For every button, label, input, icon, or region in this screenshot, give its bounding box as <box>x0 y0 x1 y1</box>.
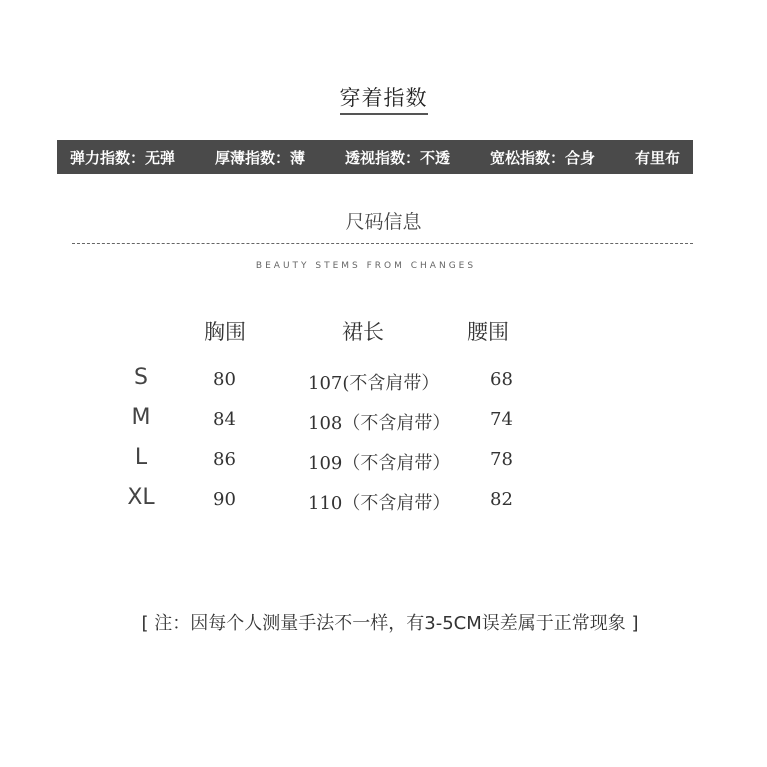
bust-value: 90 <box>213 489 236 510</box>
index-transparency: 透视指数：不透 <box>344 148 450 167</box>
length-value: 110（不含肩带） <box>308 493 451 514</box>
size-label: L <box>134 445 148 470</box>
size-label: S <box>134 365 148 390</box>
waist-value: 68 <box>490 369 513 390</box>
length-value: 109（不含肩带） <box>308 453 451 474</box>
length-value: 108（不含肩带） <box>308 413 451 434</box>
header-bust: 胸围 <box>204 320 246 344</box>
wear-index-bar <box>57 140 693 174</box>
index-elasticity: 弹力指数：无弹 <box>70 148 176 167</box>
size-label: M <box>131 405 151 430</box>
size-label: XL <box>127 485 155 510</box>
waist-value: 78 <box>490 449 513 470</box>
index-fit: 宽松指数：合身 <box>489 148 595 167</box>
index-thickness: 厚薄指数：薄 <box>214 148 305 167</box>
tagline: BEAUTY STEMS FROM CHANGES <box>255 261 477 271</box>
size-info-title: 尺码信息 <box>345 211 422 233</box>
dashed-divider <box>72 243 693 244</box>
bust-value: 80 <box>213 369 236 390</box>
header-waist: 腰围 <box>467 320 509 344</box>
wear-index-title: 穿着指数 <box>0 82 767 112</box>
index-lining: 有里布 <box>634 148 680 167</box>
bust-value: 86 <box>213 449 236 470</box>
header-length: 裙长 <box>342 320 384 344</box>
measurement-note: [ 注：因每个人测量手法不一样，有3-5CM误差属于正常现象 ] <box>141 613 639 634</box>
waist-value: 74 <box>490 409 513 430</box>
waist-value: 82 <box>490 489 513 510</box>
length-value: 107(不含肩带） <box>308 373 440 394</box>
bust-value: 84 <box>213 409 236 430</box>
